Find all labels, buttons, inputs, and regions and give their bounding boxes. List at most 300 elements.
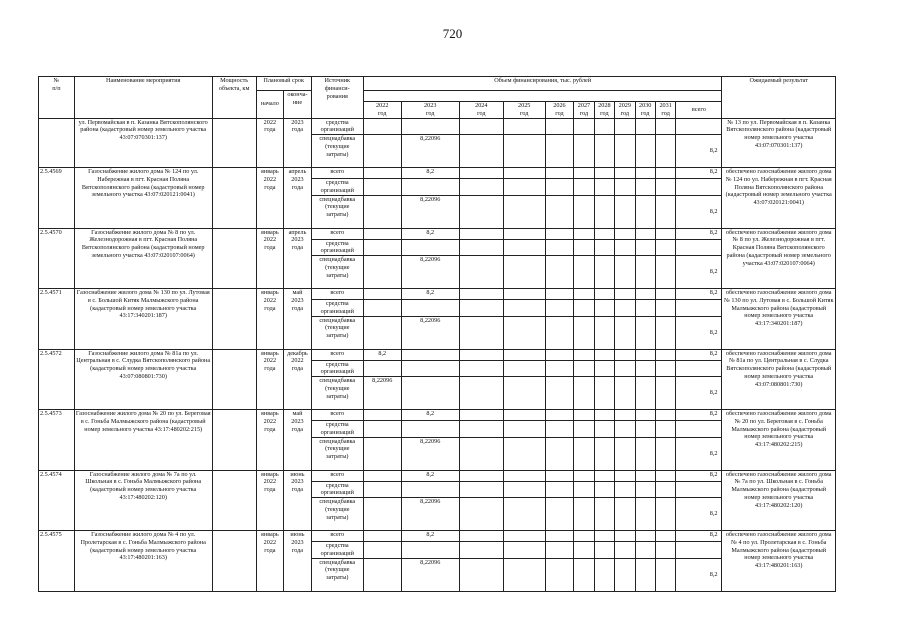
year-cell: [655, 377, 675, 410]
year-cell: [635, 421, 655, 438]
year-cell: [503, 289, 545, 300]
year-cell: [655, 349, 675, 360]
year-cell: [363, 135, 401, 168]
year-cell: [545, 316, 574, 349]
year-cell: 8,22096: [363, 377, 401, 410]
total-cell: [676, 300, 722, 317]
year-cell: [401, 542, 459, 559]
year-cell: [545, 470, 574, 481]
year-cell: [545, 421, 574, 438]
year-cell: [459, 179, 503, 196]
year-cell: [594, 300, 614, 317]
year-cell: [574, 531, 594, 542]
year-cell: [545, 228, 574, 239]
row-source: спецнадбавка (текущие затраты): [311, 256, 363, 289]
year-cell: [635, 289, 655, 300]
year-cell: [459, 481, 503, 498]
year-cell: [574, 542, 594, 559]
year-cell: [459, 228, 503, 239]
year-cell: [594, 168, 614, 179]
year-cell: [459, 168, 503, 179]
year-cell: [635, 300, 655, 317]
year-cell: [594, 437, 614, 470]
year-cell: [615, 349, 635, 360]
year-cell: [401, 377, 459, 410]
total-cell: 8,2: [676, 135, 722, 168]
row-name: Газоснабжение жилого дома № 20 по ул. Береговая в с. Гоньба Малмыжского района (кадастровый номер земельного участка 43:17:480202:215): [74, 410, 212, 471]
row-end: апрель 2023 года: [284, 168, 312, 229]
row-number: 2.5.4573: [39, 410, 75, 471]
header-volume-spacer: [363, 91, 722, 102]
year-cell: [574, 179, 594, 196]
row-name: Газоснабжение жилого дома № 130 по ул. Лутовая в с. Большой Китяк Малмыжского района (кадастровый номер земельного участка 43:17:340201:187): [74, 289, 212, 350]
total-cell: 8,2: [676, 410, 722, 421]
header-name: Наименование мероприятия: [74, 77, 212, 119]
row-start: 2022 года: [256, 118, 284, 168]
row-number: 2.5.4571: [39, 289, 75, 350]
table-header: [39, 77, 836, 119]
total-cell: [676, 179, 722, 196]
year-cell: [503, 256, 545, 289]
year-cell: [503, 228, 545, 239]
year-cell: [655, 195, 675, 228]
year-cell: [363, 470, 401, 481]
row-source: спецнадбавка (текущие затраты): [311, 135, 363, 168]
year-cell: [503, 542, 545, 559]
row-source: средства организаций: [311, 421, 363, 438]
year-cell: [545, 542, 574, 559]
year-cell: [503, 421, 545, 438]
year-cell: [594, 316, 614, 349]
row-source: спецнадбавка (текущие затраты): [311, 377, 363, 410]
total-cell: 8,2: [676, 470, 722, 481]
year-cell: [615, 377, 635, 410]
row-source: средства организаций: [311, 300, 363, 317]
table-row: [39, 349, 836, 360]
year-cell: [635, 179, 655, 196]
row-source: средства организаций: [311, 179, 363, 196]
year-cell: [655, 179, 675, 196]
year-cell: [401, 360, 459, 377]
year-cell: [459, 377, 503, 410]
row-source: средства организаций: [311, 360, 363, 377]
year-cell: [594, 531, 614, 542]
row-number: 2.5.4569: [39, 168, 75, 229]
year-cell: [503, 558, 545, 591]
year-cell: [459, 349, 503, 360]
year-cell: 8,22096: [401, 498, 459, 531]
year-cell: [459, 498, 503, 531]
table-row: [39, 470, 836, 481]
year-cell: [635, 360, 655, 377]
year-cell: [655, 437, 675, 470]
total-cell: 8,2: [676, 289, 722, 300]
year-cell: [503, 531, 545, 542]
year-cell: [363, 300, 401, 317]
year-cell: [363, 256, 401, 289]
year-cell: [503, 410, 545, 421]
row-capacity: [212, 470, 256, 531]
year-cell: [363, 179, 401, 196]
row-result: обеспечено газоснабжение жилого дома № 8 по ул. Железнодорожная в пгт. Красная Поляна Вятскополянского района (кадастровый номер земельного участка 43:07:020107:0064): [722, 228, 836, 289]
year-cell: [459, 316, 503, 349]
year-cell: [503, 316, 545, 349]
year-cell: [594, 542, 614, 559]
year-cell: [574, 168, 594, 179]
year-cell: [459, 135, 503, 168]
year-cell: [655, 542, 675, 559]
table-row: [39, 289, 836, 300]
year-cell: [615, 360, 635, 377]
year-cell: [635, 316, 655, 349]
year-cell: 8,22096: [401, 256, 459, 289]
year-cell: [545, 377, 574, 410]
year-cell: [459, 437, 503, 470]
year-cell: [459, 239, 503, 256]
row-end: апрель 2023 года: [284, 228, 312, 289]
year-cell: [545, 558, 574, 591]
year-cell: [655, 470, 675, 481]
year-cell: [363, 437, 401, 470]
year-cell: [363, 360, 401, 377]
year-cell: 8,2: [401, 168, 459, 179]
year-cell: [635, 470, 655, 481]
row-start: январь 2022 года: [256, 470, 284, 531]
year-cell: [655, 289, 675, 300]
row-capacity: [212, 228, 256, 289]
row-result: обеспечено газоснабжение жилого дома № 7а по ул. Школьная в с. Гоньба Малмыжского района (кадастровый номер земельного участка 43:17:480202:120): [722, 470, 836, 531]
year-cell: [594, 377, 614, 410]
year-cell: 8,22096: [401, 195, 459, 228]
year-cell: 8,2: [401, 470, 459, 481]
year-cell: [545, 360, 574, 377]
year-cell: [459, 531, 503, 542]
year-cell: [503, 239, 545, 256]
row-source: средства организаций: [311, 239, 363, 256]
total-cell: [676, 118, 722, 135]
header-year: 2024 год: [459, 102, 503, 119]
year-cell: [503, 168, 545, 179]
year-cell: [574, 256, 594, 289]
year-cell: [574, 558, 594, 591]
year-cell: [635, 542, 655, 559]
year-cell: [574, 195, 594, 228]
year-cell: 8,22096: [401, 558, 459, 591]
year-cell: [503, 179, 545, 196]
header-source: Источник финанси- рования: [311, 77, 363, 119]
header-year: 2023 год: [401, 102, 459, 119]
row-name: Газоснабжение жилого дома № 124 по ул. Набережная в пгт. Красная Поляна Вятскополянского района (кадастровый номер земельного участка 43:07:020121:0041): [74, 168, 212, 229]
row-start: январь 2022 года: [256, 168, 284, 229]
year-cell: [363, 531, 401, 542]
total-cell: 8,2: [676, 558, 722, 591]
year-cell: [655, 498, 675, 531]
total-cell: 8,2: [676, 349, 722, 360]
year-cell: [545, 256, 574, 289]
year-cell: [459, 421, 503, 438]
row-start: январь 2022 года: [256, 531, 284, 592]
year-cell: [615, 498, 635, 531]
row-source: всего: [311, 228, 363, 239]
year-cell: [635, 498, 655, 531]
year-cell: [655, 228, 675, 239]
year-cell: [635, 256, 655, 289]
year-cell: [635, 195, 655, 228]
year-cell: [615, 300, 635, 317]
row-name: Газоснабжение жилого дома № 7а по ул. Школьная в с. Гоньба Малмыжского района (кадастровый номер земельного участка 43:17:480202:120): [74, 470, 212, 531]
table-row: [39, 168, 836, 179]
row-source: всего: [311, 410, 363, 421]
total-cell: 8,2: [676, 256, 722, 289]
year-cell: [594, 118, 614, 135]
row-source: средства организаций: [311, 118, 363, 135]
year-cell: [635, 377, 655, 410]
total-cell: [676, 239, 722, 256]
year-cell: [363, 421, 401, 438]
row-end: 2023 года: [284, 118, 312, 168]
year-cell: [594, 228, 614, 239]
total-cell: 8,2: [676, 228, 722, 239]
year-cell: [615, 410, 635, 421]
row-number: 2.5.4572: [39, 349, 75, 410]
row-number: 2.5.4574: [39, 470, 75, 531]
year-cell: [635, 118, 655, 135]
year-cell: [363, 195, 401, 228]
row-capacity: [212, 531, 256, 592]
year-cell: [574, 135, 594, 168]
year-cell: [594, 481, 614, 498]
total-cell: 8,2: [676, 437, 722, 470]
year-cell: [401, 349, 459, 360]
table-row: [39, 410, 836, 421]
year-cell: [594, 498, 614, 531]
row-number: 2.5.4575: [39, 531, 75, 592]
year-cell: 8,2: [401, 410, 459, 421]
year-cell: [594, 179, 614, 196]
header-result: Ожидаемый результат: [722, 77, 836, 119]
year-cell: [594, 558, 614, 591]
year-cell: [503, 498, 545, 531]
header-num: № п/п: [39, 77, 75, 119]
year-cell: [545, 239, 574, 256]
year-cell: 8,22096: [401, 135, 459, 168]
year-cell: [363, 239, 401, 256]
year-cell: [545, 300, 574, 317]
total-cell: 8,2: [676, 377, 722, 410]
year-cell: [635, 135, 655, 168]
year-cell: [574, 316, 594, 349]
year-cell: [574, 239, 594, 256]
year-cell: [363, 558, 401, 591]
year-cell: [363, 168, 401, 179]
year-cell: [635, 481, 655, 498]
row-start: январь 2022 года: [256, 228, 284, 289]
row-result: обеспечено газоснабжение жилого дома № 81а по ул. Центральная в с. Слудка Вятскополянского района (кадастровый номер земельного участка 43:07:080801:730): [722, 349, 836, 410]
year-cell: [363, 481, 401, 498]
year-cell: [503, 377, 545, 410]
year-cell: [594, 360, 614, 377]
year-cell: [615, 256, 635, 289]
year-cell: [363, 289, 401, 300]
row-name: Газоснабжение жилого дома № 8 по ул. Железнодорожная в пгт. Красная Поляна Вятскополянского района (кадастровый номер земельного участка 43:07:020107:0064): [74, 228, 212, 289]
year-cell: [545, 498, 574, 531]
year-cell: [655, 360, 675, 377]
year-cell: [655, 481, 675, 498]
year-cell: [459, 360, 503, 377]
year-cell: 8,2: [363, 349, 401, 360]
year-cell: [615, 316, 635, 349]
total-cell: 8,2: [676, 316, 722, 349]
page-number: 720: [442, 26, 463, 41]
year-cell: [594, 470, 614, 481]
row-source: всего: [311, 289, 363, 300]
row-source: спецнадбавка (текущие затраты): [311, 316, 363, 349]
year-cell: [615, 437, 635, 470]
year-cell: [655, 410, 675, 421]
year-cell: [503, 118, 545, 135]
year-cell: [615, 118, 635, 135]
year-cell: [545, 135, 574, 168]
total-cell: 8,2: [676, 168, 722, 179]
year-cell: [615, 481, 635, 498]
header-year: 2030 год: [635, 102, 655, 119]
year-cell: [574, 421, 594, 438]
year-cell: [459, 410, 503, 421]
year-cell: [459, 289, 503, 300]
row-source: спецнадбавка (текущие затраты): [311, 498, 363, 531]
row-result: № 13 по ул. Первомайская в п. Казанка Вятскополянского района (кадастровый номер земельного участка 43:07:070301:137): [722, 118, 836, 168]
total-cell: [676, 542, 722, 559]
row-name: ул. Первомайская в п. Казанка Вятскополянского района (кадастровый номер земельного участка 43:07:070301:137): [74, 118, 212, 168]
year-cell: [503, 135, 545, 168]
year-cell: [615, 470, 635, 481]
year-cell: [615, 421, 635, 438]
header-year: 2027 год: [574, 102, 594, 119]
row-result: обеспечено газоснабжение жилого дома № 124 по ул. Набережная в пгт. Красная Поляна Вятскополянского района (кадастровый номер земельного участка 43:07:020121:0041): [722, 168, 836, 229]
year-cell: [574, 377, 594, 410]
row-capacity: [212, 118, 256, 168]
table-row: [39, 228, 836, 239]
year-cell: [503, 360, 545, 377]
row-number: [39, 118, 75, 168]
year-cell: [459, 300, 503, 317]
year-cell: [615, 228, 635, 239]
table-body: [39, 118, 836, 591]
year-cell: 8,2: [401, 289, 459, 300]
row-source: всего: [311, 470, 363, 481]
year-cell: [594, 421, 614, 438]
year-cell: [574, 360, 594, 377]
year-cell: [545, 410, 574, 421]
year-cell: [545, 531, 574, 542]
year-cell: [594, 135, 614, 168]
year-cell: [574, 349, 594, 360]
year-cell: [545, 168, 574, 179]
header-term-end: оконча- ние: [284, 91, 312, 119]
year-cell: [574, 481, 594, 498]
year-cell: [594, 195, 614, 228]
year-cell: [594, 289, 614, 300]
year-cell: [545, 118, 574, 135]
year-cell: [635, 349, 655, 360]
year-cell: [615, 179, 635, 196]
year-cell: [545, 195, 574, 228]
year-cell: [655, 531, 675, 542]
year-cell: [655, 300, 675, 317]
year-cell: [655, 256, 675, 289]
row-result: обеспечено газоснабжение жилого дома № 20 по ул. Береговая в с. Гоньба Малмыжского района (кадастровый номер земельного участка 43:17:480202:215): [722, 410, 836, 471]
year-cell: [635, 531, 655, 542]
header-year: 2029 год: [615, 102, 635, 119]
header-year: 2022 год: [363, 102, 401, 119]
row-end: декабрь 2022 года: [284, 349, 312, 410]
row-end: май 2023 года: [284, 410, 312, 471]
year-cell: [545, 179, 574, 196]
row-capacity: [212, 349, 256, 410]
year-cell: [574, 437, 594, 470]
row-capacity: [212, 289, 256, 350]
year-cell: [545, 437, 574, 470]
total-cell: 8,2: [676, 531, 722, 542]
row-start: январь 2022 года: [256, 410, 284, 471]
year-cell: 8,22096: [401, 437, 459, 470]
year-cell: [503, 195, 545, 228]
year-cell: [363, 228, 401, 239]
year-cell: [503, 349, 545, 360]
year-cell: [655, 135, 675, 168]
header-year: 2025 год: [503, 102, 545, 119]
row-capacity: [212, 410, 256, 471]
year-cell: [401, 481, 459, 498]
header-term-start: начало: [256, 91, 284, 119]
year-cell: [635, 558, 655, 591]
year-cell: [363, 316, 401, 349]
year-cell: [401, 179, 459, 196]
row-name: Газоснабжение жилого дома № 81а по ул. Центральная в с. Слудка Вятскополянского района (кадастровый номер земельного участка 43:07:080801:730): [74, 349, 212, 410]
year-cell: [635, 437, 655, 470]
year-cell: [594, 256, 614, 289]
year-cell: [655, 239, 675, 256]
year-cell: [574, 470, 594, 481]
year-cell: [574, 498, 594, 531]
header-term: Плановый срок: [256, 77, 311, 91]
year-cell: [615, 542, 635, 559]
row-source: спецнадбавка (текущие затраты): [311, 195, 363, 228]
year-cell: [574, 118, 594, 135]
row-capacity: [212, 168, 256, 229]
year-cell: [655, 316, 675, 349]
year-cell: [459, 195, 503, 228]
year-cell: [574, 410, 594, 421]
year-cell: [574, 289, 594, 300]
year-cell: [503, 300, 545, 317]
year-cell: [503, 481, 545, 498]
header-year: 2031 год: [655, 102, 675, 119]
row-source: средства организаций: [311, 481, 363, 498]
year-cell: [655, 421, 675, 438]
header-volume: Объем финансирования, тыс. рублей: [363, 77, 722, 91]
total-cell: 8,2: [676, 195, 722, 228]
year-cell: [363, 118, 401, 135]
year-cell: [635, 410, 655, 421]
year-cell: [459, 542, 503, 559]
year-cell: [545, 289, 574, 300]
row-start: январь 2022 года: [256, 289, 284, 350]
year-cell: [615, 239, 635, 256]
year-cell: [459, 256, 503, 289]
total-cell: [676, 360, 722, 377]
total-cell: [676, 481, 722, 498]
